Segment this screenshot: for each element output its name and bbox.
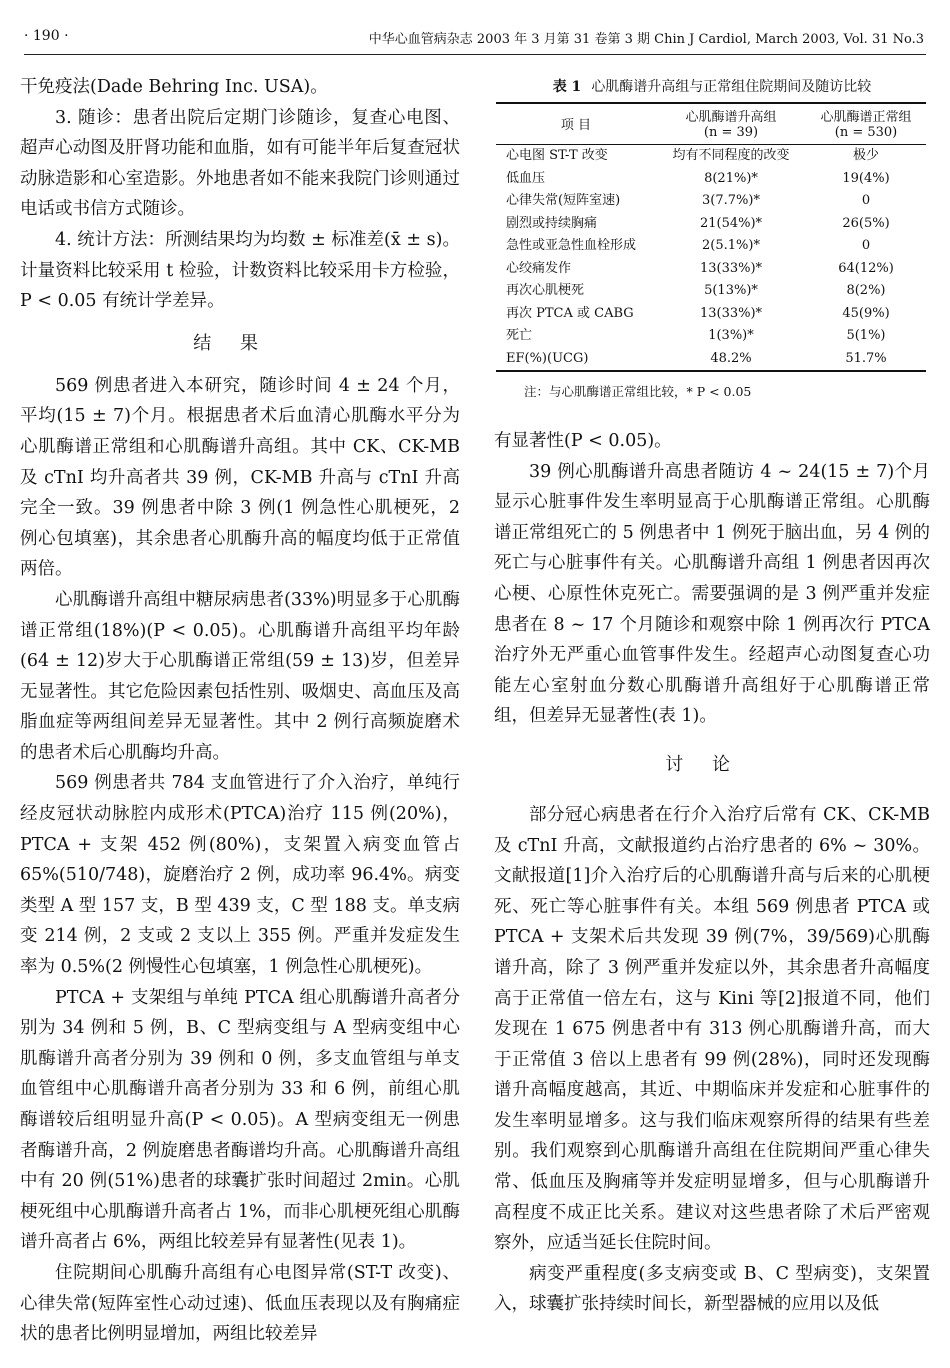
row-normal-cell: 19(4%) [842, 170, 890, 186]
paragraph: 569 例患者进入本研究，随诊时间 4 ± 24 个月，平均(15 ± 7)个月。根据患者术后血清心肌酶水平分为心肌酶谱正常组和心肌酶谱升高组。其中 CK、CK-MB 及 cTnI 均升高者共 39 例，CK-MB 升高与 cTnI 升高完全一致。39 例患者中除 3 例(1 例急性心肌梗死，2 例心包填塞)，其余患者心肌酶升高的幅度均低于正常值两倍。 [20, 375, 460, 580]
row-item-cell: 再次心肌梗死 [506, 283, 585, 298]
row-high-cell: 5(13%)* [704, 283, 758, 298]
table-row [496, 190, 926, 213]
row-normal-cell: 8(2%) [846, 283, 886, 298]
table-note: 注：与心肌酶谱正常组比较，* P < 0.05 [524, 384, 752, 399]
paragraph: 病变严重程度(多支病变或 B、C 型病变)，支架置入，球囊扩张持续时间长，新型器械的应用以及低 [494, 1263, 930, 1315]
discussion-heading: 讨论 [665, 753, 759, 775]
paragraph: 干免疫法(Dade Behring Inc. USA)。 [20, 77, 328, 97]
table-row [496, 168, 926, 191]
table-title: 心肌酶谱升高组与正常组住院期间及随访比较 [591, 79, 872, 95]
paragraph: 39 例心肌酶谱升高患者随访 4 ~ 24(15 ± 7)个月显示心脏事件发生率明显高于心肌酶谱正常组。心肌酶谱正常组死亡的 5 例患者中 1 例死于脑出血，另 4 例的死亡与心脏事件有关。心肌酶谱升高组 1 例患者因再次心梗、心原性休克死亡。需要强调的是 3 例严重并发症患者在 8 ~ 17 个月随诊和观察中除 1 例再次行 PTCA 治疗外无严重心血管事件发生。经超声心动图复查心功能左心室射血分数心肌酶谱升高组好于心肌酶谱正常组，但差异无显著性(表 1)。 [494, 461, 930, 727]
paragraph: PTCA + 支架组与单纯 PTCA 组心肌酶谱升高者分别为 34 例和 5 例，B、C 型病变组与 A 型病变组中心肌酶谱升高者分别为 39 例和 0 例，多支血管组与单支血管组中心肌酶谱升高者分别为 33 和 6 例，前组心肌酶谱较后组明显升高(P < 0.05)。A 型病变组无一例患者酶谱升高，2 例旋磨患者酶谱均升高。心肌酶谱升高组中有 20 例(51%)患者的球囊扩张时间超过 2min。心肌梗死组中心肌酶谱升高者占 1%，而非心肌梗死组心肌酶谱升高者占 6%，两组比较差异有显著性(见表 1)。 [20, 987, 460, 1253]
row-normal-cell: 51.7% [845, 350, 887, 366]
table-row [496, 145, 926, 168]
table-row [496, 213, 926, 236]
row-item-cell: 死亡 [506, 328, 533, 343]
row-high-cell: 1(3%)* [708, 328, 754, 343]
table-caption [494, 76, 930, 102]
table-row [496, 280, 926, 303]
paragraph: 有显著性(P < 0.05)。 [494, 431, 672, 451]
row-high-cell: 3(7.7%)* [702, 193, 760, 208]
paragraph-statistics: 4. 统计方法：所测结果均为均数 ± 标准差(x̄ ± s)。计量资料比较采用 t 检验，计数资料比较采用卡方检验，P < 0.05 有统计学差异。 [20, 229, 460, 312]
row-item-cell: 低血压 [506, 170, 546, 186]
row-item-cell: EF(%)(UCG) [506, 350, 589, 366]
row-item-cell: 心电图 ST-T 改变 [506, 148, 608, 163]
row-high-cell: 21(54%)* [699, 215, 763, 231]
table-label: 表 1 [552, 79, 582, 95]
table-row [496, 303, 926, 326]
row-normal-cell: 0 [861, 238, 871, 253]
row-high-cell: 13(33%)* [699, 305, 763, 321]
col-header-item: 项 目 [560, 117, 592, 133]
row-high-cell: 48.2% [710, 350, 752, 366]
table-body [496, 145, 926, 372]
row-normal-cell: 5(1%) [846, 328, 886, 343]
row-high-cell: 均有不同程度的改变 [672, 148, 790, 163]
left-column [20, 72, 460, 1350]
paragraph-follow-up: 3. 随诊：患者出院后定期门诊随诊，复查心电图、超声心动图及肝肾功能和血脂，如有可能半年后复查冠状动脉造影和心室造影。外地患者如不能来我院门诊则通过电话或书信方式随诊。 [20, 107, 460, 220]
right-column [494, 72, 930, 1320]
paragraph: 心肌酶谱升高组中糖尿病患者(33%)明显多于心肌酶谱正常组(18%)(P < 0.05)。心肌酶谱升高组平均年龄(64 ± 12)岁大于心肌酶谱正常组(59 ± 13)岁，但差异无显著性。其它危险因素包括性别、吸烟史、高血压及高脂血症等两组间差异无显著性。其中 2 例行高频旋磨术的患者术后心肌酶均升高。 [20, 589, 460, 763]
row-high-cell: 8(21%)* [704, 170, 758, 186]
paragraph: 部分冠心病患者在行介入治疗后常有 CK、CK-MB 及 cTnI 升高，文献报道约占治疗患者的 6% ~ 30%。文献报道[1]介入治疗后的心肌酶谱升高与后来的心肌梗死、死亡等心脏事件有关。本组 569 例患者 PTCA 或 PTCA + 支架术后共发现 39 例(7%，39/569)心肌酶谱升高，除了 3 例严重并发症以外，其余患者升高幅度高于正常值一倍左右，这与 Kini 等[2]报道不同，他们发现在 1 675 例患者中有 313 例心肌酶谱升高，而大于正常值 3 倍以上患者有 99 例(28%)，同时还发现酶谱升高幅度越高，其近、中期临床并发症和心脏事件的发生率明显增多。这与我们临床观察所得的结果有些差别。我们观察到心肌酶谱升高组在住院期间严重心律失常、低血压及胸痛等并发症明显增多，但与心肌酶谱升高程度不成正比关系。建议对这些患者除了术后严密观察外，应适当延长住院时间。 [494, 804, 930, 1254]
col-header-high: 心肌酶谱升高组 (n = 39) [685, 110, 777, 140]
row-item-cell: 心律失常(短阵室速) [506, 193, 621, 208]
row-item-cell: 心绞痛发作 [506, 260, 572, 276]
table-header-row [496, 103, 926, 145]
header-rule [24, 54, 926, 55]
table-row [496, 258, 926, 281]
row-high-cell: 13(33%)* [699, 260, 763, 276]
row-item-cell: 剧烈或持续胸痛 [506, 215, 598, 231]
comparison-table [496, 102, 926, 372]
table-row [496, 235, 926, 258]
running-header [24, 28, 924, 48]
journal-citation: 中华心血管病杂志 2003 年 3 月第 31 卷第 3 期 Chin J Cardiol, March 2003, Vol. 31 No.3 [368, 32, 924, 47]
results-heading: 结果 [193, 332, 287, 354]
row-normal-cell: 0 [861, 193, 871, 208]
row-normal-cell: 26(5%) [842, 215, 890, 231]
table-row [496, 325, 926, 348]
row-item-cell: 再次 PTCA 或 CABG [506, 305, 634, 321]
paragraph: 住院期间心肌酶升高组有心电图异常(ST-T 改变)、心律失常(短阵室性心动过速)、低血压表现以及有胸痛症状的患者比例明显增加，两组比较差异 [20, 1262, 460, 1345]
page-number: · 190 · [24, 28, 69, 44]
paragraph: 569 例患者共 784 支血管进行了介入治疗，单纯行经皮冠状动脉腔内成形术(PTCA)治疗 115 例(20%)，PTCA + 支架 452 例(80%)，支架置入病变血管占 65%(510/748)，旋磨治疗 2 例，成功率 96.4%。病变类型 A 型 157 支，B 型 439 支，C 型 188 支。单支病变 214 例，2 支或 2 支以上 355 例。严重并发症发生率为 0.5%(2 例慢性心包填塞，1 例急性心肌梗死)。 [20, 773, 460, 978]
row-normal-cell: 45(9%) [842, 305, 890, 321]
row-normal-cell: 64(12%) [838, 260, 894, 276]
row-high-cell: 2(5.1%)* [702, 238, 760, 253]
row-item-cell: 急性或亚急性血栓形成 [506, 238, 637, 253]
row-normal-cell: 极少 [852, 148, 879, 163]
col-header-normal: 心肌酶谱正常组 (n = 530) [820, 110, 912, 140]
table-row [496, 348, 926, 372]
